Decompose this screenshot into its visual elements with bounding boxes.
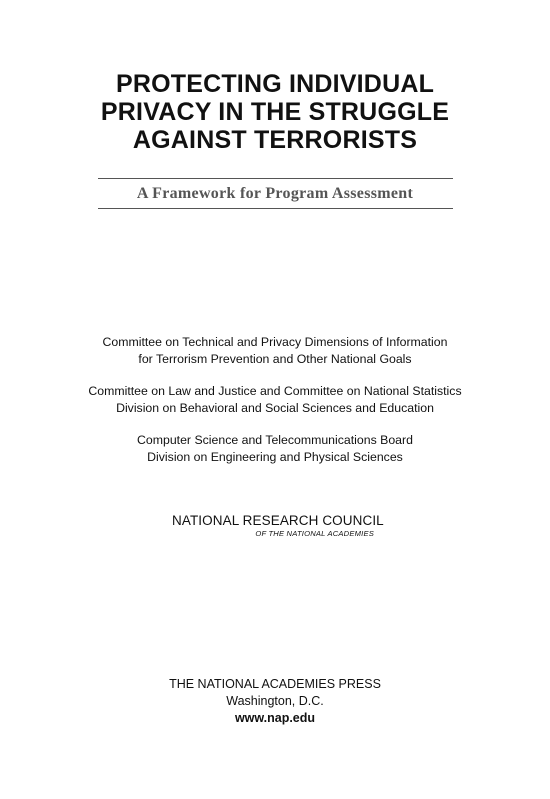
committee-line: for Terrorism Prevention and Other National Goals [138,352,412,366]
publisher-name: THE NATIONAL ACADEMIES PRESS [169,677,381,691]
publisher-block [0,676,550,727]
committee-group-1 [0,334,550,368]
committee-group-3 [0,432,550,466]
subtitle-bottom-rule [98,208,453,209]
book-subtitle: A Framework for Program Assessment [136,185,414,202]
nrc-tagline: OF THE NATIONAL ACADEMIES [255,529,374,538]
book-title [0,70,550,154]
nrc-logo [172,513,382,538]
committee-line: Division on Behavioral and Social Sciences and Education [116,401,434,415]
title-line-1: PROTECTING INDIVIDUAL [115,70,435,98]
title-line-2: PRIVACY IN THE STRUGGLE [100,98,450,126]
publisher-url: www.nap.edu [234,711,316,725]
nrc-name: NATIONAL RESEARCH COUNCIL [172,513,384,528]
title-line-3: AGAINST TERRORISTS [132,126,418,154]
publisher-location: Washington, D.C. [226,694,324,708]
committee-line: Committee on Law and Justice and Committee on National Statistics [88,384,462,398]
committee-line: Division on Engineering and Physical Sciences [147,450,403,464]
committee-group-2 [0,383,550,417]
committee-line: Computer Science and Telecommunications Board [137,433,413,447]
subtitle-top-rule [98,178,453,179]
committee-line: Committee on Technical and Privacy Dimensions of Information [102,335,448,349]
committee-list [0,334,550,481]
